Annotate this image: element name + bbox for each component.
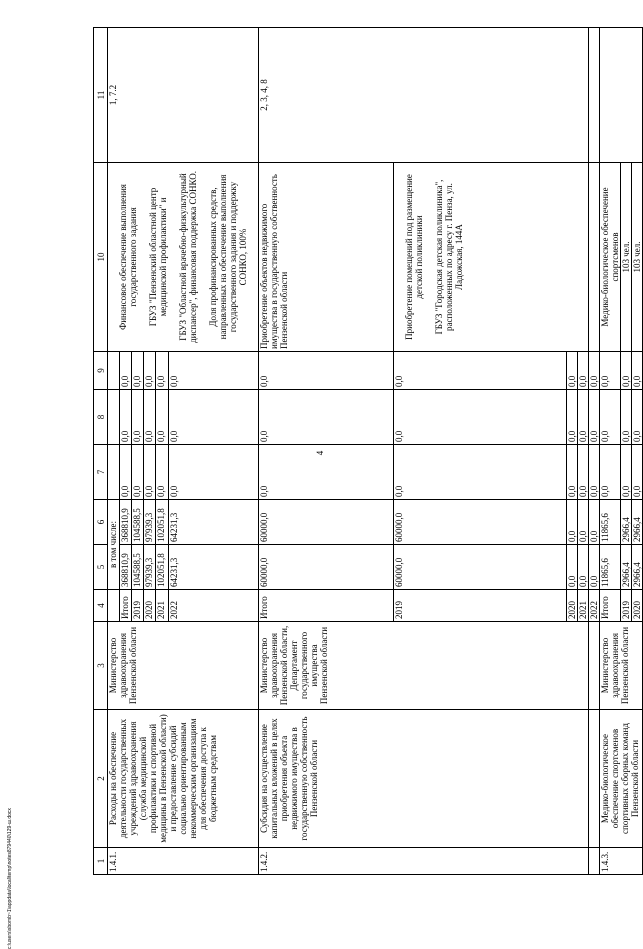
value-cell: 0,0 (394, 352, 567, 390)
spacer-cell (589, 848, 600, 875)
value-cell: 0,0 (132, 445, 144, 500)
regional-budget-cell: 97939,3 (144, 500, 156, 545)
program-activities-table (93, 27, 643, 875)
table-row (108, 28, 120, 875)
regional-budget-cell: 60000,0 (394, 500, 567, 545)
value-cell: 0,0 (120, 352, 132, 390)
col-header-8: 8 (94, 390, 108, 445)
table-row (600, 28, 621, 875)
row-number: 1.4.3. (600, 848, 643, 875)
total-cell: 0,0 (589, 545, 600, 590)
total-cell: 64231,3 (168, 545, 258, 590)
value-cell: 0,0 (259, 445, 394, 500)
value-cell: 0,0 (259, 352, 394, 390)
year-cell: Итого (600, 590, 621, 622)
value-cell (108, 352, 120, 390)
year-cell: 2021 (578, 590, 589, 622)
value-cell: 0,0 (600, 390, 621, 445)
expected-result: 103 чел. (621, 163, 632, 352)
value-cell (108, 445, 120, 500)
regional-budget-cell: 0,0 (589, 500, 600, 545)
total-cell: 11865,6 (600, 545, 621, 590)
regional-budget-cell: 0,0 (567, 500, 578, 545)
value-cell: 0,0 (632, 445, 643, 500)
indicator-numbers (600, 28, 643, 163)
total-cell: 102051,8 (156, 545, 168, 590)
expected-result (394, 163, 589, 352)
value-cell: 0,0 (567, 352, 578, 390)
col-header-6: 6 (94, 500, 108, 545)
year-cell: Итого (259, 590, 394, 622)
rotated-table-wrapper (93, 28, 642, 875)
value-cell: 0,0 (156, 352, 168, 390)
year-cell: 2019 (621, 590, 632, 622)
value-cell: 0,0 (156, 390, 168, 445)
total-cell: 0,0 (578, 545, 589, 590)
regional-budget-cell: 11865,6 (600, 500, 621, 545)
value-cell: 0,0 (259, 390, 394, 445)
value-cell: 0,0 (589, 390, 600, 445)
regional-budget-cell: 102051,8 (156, 500, 168, 545)
table-row (259, 28, 394, 875)
col-header-5: 5 (94, 545, 108, 590)
regional-budget-cell: 368810,9 (120, 500, 132, 545)
result-line: ГБУЗ "Городская детская поликлиника", расположенных по адресу г. Пенза, ул. Ладожская, 144А (434, 179, 464, 335)
result-line: Доля профинансированных средств, направленных на обеспечение выполнения государственного задания и поддержку СОНКО, 100% (208, 174, 248, 340)
result-line: Финансовое обеспечение выполнения государственного задания (118, 184, 138, 330)
value-cell: 0,0 (621, 445, 632, 500)
value-cell: 0,0 (600, 445, 621, 500)
value-cell: 0,0 (589, 352, 600, 390)
row-number: 1.4.2. (259, 848, 589, 875)
value-cell: 0,0 (168, 445, 258, 500)
col-header-11: 11 (94, 28, 108, 163)
value-cell: 0,0 (156, 445, 168, 500)
executor: Министерство здравоохранения Пензенской области (108, 622, 259, 710)
year-cell: Итого (120, 590, 132, 622)
year-cell: 2022 (168, 590, 258, 622)
total-cell: 104588,5 (132, 545, 144, 590)
value-cell: 0,0 (168, 352, 258, 390)
regional-budget-cell: 64231,3 (168, 500, 258, 545)
indicator-numbers: 2, 3, 4, 8 (259, 28, 589, 163)
spacer-cell (589, 163, 600, 352)
activity-name: Медико-биологическое обеспечение спортсменов спортивных сборных команд Пензенской области (600, 710, 643, 848)
executor: Министерство здравоохранения Пензенской области, Департамент государственного имущества Пензенской области (259, 622, 589, 710)
year-cell: 2022 (589, 590, 600, 622)
total-cell: 2966,4 (621, 545, 632, 590)
value-cell: 0,0 (120, 390, 132, 445)
document-table-frame (93, 28, 642, 875)
total-cell: 97939,3 (144, 545, 156, 590)
total-cell: 368810,9 (120, 545, 132, 590)
sub-header-label: в том числе: (108, 500, 120, 590)
expected-result: Медико-биологическое обеспечение спортсменов (600, 163, 621, 352)
table-row (589, 28, 600, 875)
value-cell (108, 390, 120, 445)
expected-result: Приобретение объектов недвижимого имущества в государственную собственность Пензенской области (259, 163, 394, 352)
col-header-10: 10 (94, 163, 108, 352)
total-cell: 60000,0 (394, 545, 567, 590)
year-cell: 2020 (144, 590, 156, 622)
total-cell: 60000,0 (259, 545, 394, 590)
year-cell: 2021 (156, 590, 168, 622)
file-path-footer: c:\users\sbomb~1\appdata\local\temp\notes879440\129-ш.docx (7, 808, 13, 949)
value-cell: 0,0 (132, 390, 144, 445)
value-cell: 0,0 (621, 352, 632, 390)
activity-name: Субсидия на осуществление капитальных вложений в целях приобретения объекта недвижимого имущества в государственную собственность Пензенской области (259, 710, 589, 848)
result-line: ГБУЗ "Пензенский областной центр медицинской профилактики" и (148, 187, 168, 327)
value-cell: 0,0 (632, 390, 643, 445)
col-header-3: 3 (94, 622, 108, 710)
spacer-cell (589, 622, 600, 710)
year-cell: 2019 (394, 590, 567, 622)
expected-result: 103 чел. (632, 163, 643, 352)
result-line: ГБУЗ "Областной врачебно-физкультурный диспансер", финансовая поддержка СОНКО. (178, 171, 198, 344)
value-cell: 0,0 (144, 445, 156, 500)
spacer-cell (589, 28, 600, 163)
regional-budget-cell: 60000,0 (259, 500, 394, 545)
col-header-2: 2 (94, 710, 108, 848)
value-cell: 0,0 (567, 445, 578, 500)
col-header-9: 9 (94, 352, 108, 390)
value-cell: 0,0 (589, 445, 600, 500)
year-cell: 2020 (632, 590, 643, 622)
col-header-1: 1 (94, 848, 108, 875)
value-cell: 0,0 (600, 352, 621, 390)
year-cell: 2019 (132, 590, 144, 622)
total-cell: 2966,4 (632, 545, 643, 590)
value-cell: 0,0 (144, 352, 156, 390)
year-cell (108, 590, 120, 622)
col-header-7: 7 (94, 445, 108, 500)
total-cell: 0,0 (567, 545, 578, 590)
executor: Министерство здравоохранения Пензенской области (600, 622, 643, 710)
regional-budget-cell: 2966,4 (632, 500, 643, 545)
value-cell: 0,0 (168, 390, 258, 445)
page-number: 4 (315, 450, 325, 456)
spacer-cell (589, 710, 600, 848)
value-cell: 0,0 (567, 390, 578, 445)
value-cell: 0,0 (621, 390, 632, 445)
regional-budget-cell: 104588,5 (132, 500, 144, 545)
value-cell: 0,0 (132, 352, 144, 390)
col-header-4: 4 (94, 590, 108, 622)
row-number: 1.4.1. (108, 848, 259, 875)
indicator-numbers: 1, 7.2 (108, 28, 259, 163)
value-cell: 0,0 (144, 390, 156, 445)
value-cell: 0,0 (632, 352, 643, 390)
value-cell: 0,0 (578, 352, 589, 390)
value-cell: 0,0 (394, 390, 567, 445)
regional-budget-cell: 0,0 (578, 500, 589, 545)
value-cell: 0,0 (578, 390, 589, 445)
expected-result (108, 163, 259, 352)
activity-name: Расходы на обеспечение деятельности государственных учреждений здравоохранения (служба медицинской профилактики и спортивной медицины в Пензенской области) и предоставление субсидий социально ориентированным некоммерческим организациям для обеспечения доступа к бюджетным средствам (108, 710, 259, 848)
regional-budget-cell: 2966,4 (621, 500, 632, 545)
value-cell: 0,0 (120, 445, 132, 500)
value-cell: 0,0 (578, 445, 589, 500)
result-line: Приобретение помещений под размещение детской поликлиники (404, 174, 424, 340)
column-number-row (94, 28, 108, 875)
value-cell: 0,0 (394, 445, 567, 500)
year-cell: 2020 (567, 590, 578, 622)
